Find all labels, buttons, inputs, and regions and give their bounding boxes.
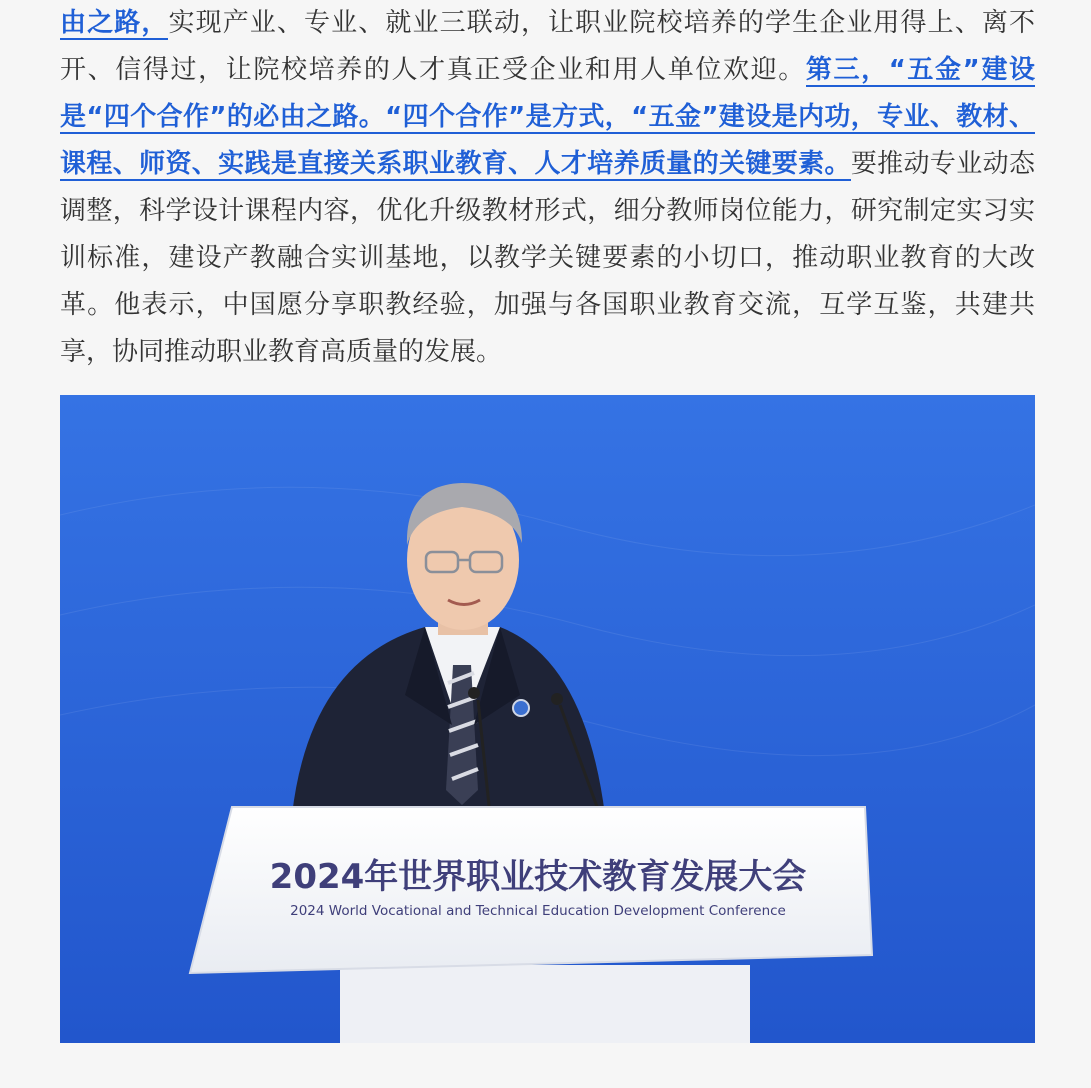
body-text: 要推动专业动态调整，科学设计课程内容，优化升级教材形式，细分教师岗位能力，研究制定实习实训标准，建设产教融合实训基地，以教学关键要素的小切口，推动职业教育的大改革。他表示，中国愿分享职教经验，加强与各国职业教育交流，互学互鉴，共建共享，协同推动职业教育高质量的发展。 — [60, 149, 1035, 367]
conference-photo — [60, 395, 1035, 1043]
article-paragraph — [60, 0, 1035, 376]
article-body — [60, 0, 1035, 376]
next-paragraph-cutoff — [60, 1048, 1035, 1088]
podium-title-en: 2024 World Vocational and Technical Education Development Conference — [290, 903, 786, 919]
photo-illustration — [60, 395, 1035, 1043]
highlight-text: 第三，“五金”建设是“四个合作”的必由之路。“四个合作”是方式，“五金”建设是内功，专业、教材、课程、师资、实践是直接关系职业教育、人才培养质量的关键要素。 — [60, 55, 1035, 179]
body-text: 实现产业、专业、就业三联动，让职业院校培养的学生企业用得上、离不开、信得过，让院校培养的人才真正受企业和用人单位欢迎。 — [60, 8, 1035, 85]
podium-title-cn: 2024年世界职业技术教育发展大会 — [269, 857, 807, 897]
highlight-text: 由之路， — [60, 8, 169, 38]
